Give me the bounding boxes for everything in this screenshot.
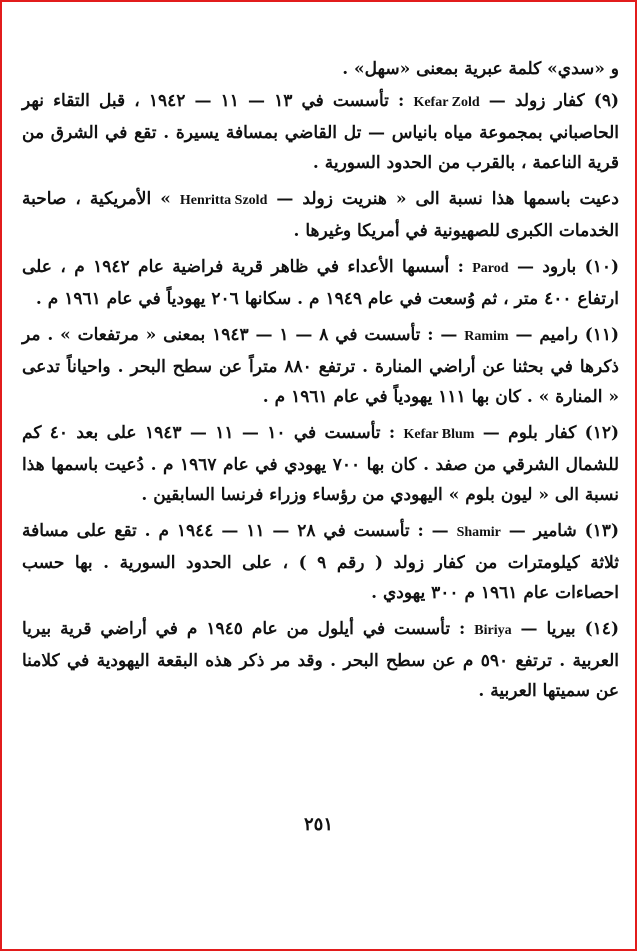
entry-name: كفار بلوم <box>508 423 577 443</box>
entry-text-before: دعيت باسمها هذا نسبة الى « هنريت زولد — <box>276 189 619 209</box>
entry-latin-name: Kefar Zold <box>413 95 480 110</box>
entry-number: (١١) <box>584 325 620 345</box>
entry-number: (١٤) <box>584 619 619 639</box>
entry-number: (١٢) <box>584 423 620 443</box>
entry-14: (١٤) بيريا — Biriya : تأسست في أيلول من عام ١٩٤٥ م في أراضي قرية بيريا العربية . ترتفع ٥٩٠ م عن سطح البحر . وقد مر ذكر هذه البقعة اليهودية في كلامنا عن سميتها العربية . <box>22 614 619 706</box>
entry-latin-name: Shamir <box>456 525 501 540</box>
entry-text: : تأسست في أيلول من عام ١٩٤٥ م في أراضي قرية بيريا العربية . ترتفع ٥٩٠ م عن سطح البحر . وقد مر ذكر هذه البقعة اليهودية في كلامنا عن سميتها العربية . <box>22 619 619 701</box>
intro-text: و «سدي» كلمة عبرية بمعنى «سهل» . <box>342 59 619 79</box>
intro-paragraph <box>22 54 619 84</box>
entry-name: كفار زولد <box>514 91 585 111</box>
entry-9-note <box>22 184 619 246</box>
entry-text: : تأسست في ٨ — ١ — ١٩٤٣ بمعنى « مرتفعات » . مر ذكرها في بحثنا عن أراضي المنارة . ترتفع ٨٨٠ متراً عن سطح البحر . واحياناً تدعى « المنارة » . كان بها ١١١ يهودياً في عام ١٩٦١ م . <box>22 325 620 407</box>
entry-text: » الأمريكية ، صاحبة الخدمات الكبرى للصهيونية في أمريكا وغيرها . <box>22 189 619 241</box>
entry-text: : أسسها الأعداء في ظاهر قرية فراضية عام ١٩٤٢ م ، على ارتفاع ٤٠٠ متر ، ثم وُسعت في عام ١٩٤٩ م . سكانها ٢٠٦ يهودياً في عام ١٩٦١ م . <box>22 257 619 309</box>
entry-text: : تأسست في ١٣ — ١١ — ١٩٤٢ ، قبل التقاء نهر الحاصباني بمجموعة مياه بانياس — تل القاضي بمسافة يسيرة . تقع في الشرق من قرية الناعمة ، بالقرب من الحدود السورية . <box>22 91 619 173</box>
entry-number: (١٣) <box>584 521 619 541</box>
entry-latin-name: Henritta Szold <box>179 193 268 208</box>
entry-latin-name: Biriya <box>474 623 512 638</box>
entry-latin-name: Ramim <box>464 329 509 344</box>
entry-9: (٩) كفار زولد — Kefar Zold : تأسست في ١٣ — ١١ — ١٩٤٢ ، قبل التقاء نهر الحاصباني بمجموعة مياه بانياس — تل القاضي بمسافة يسيرة . تقع في الشرق من قرية الناعمة ، بالقرب من الحدود السورية . <box>22 86 619 178</box>
entry-name: بارود <box>542 257 577 277</box>
entry-text: : تأسست في ١٠ — ١١ — ١٩٤٣ على بعد ٤٠ كم للشمال الشرقي من صفد . كان بها ٧٠٠ يهودي في عام ١٩٦٧ م . دُعيت باسمها هذا نسبة الى « ليون بلوم » اليهودي من رؤساء وزراء فرنسا السابقين . <box>22 423 620 505</box>
entry-name: شامير <box>533 521 577 541</box>
entry-latin-name: Parod <box>472 261 509 276</box>
entry-11: (١١) راميم — Ramim — : تأسست في ٨ — ١ — ١٩٤٣ بمعنى « مرتفعات » . مر ذكرها في بحثنا عن أراضي المنارة . ترتفع ٨٨٠ متراً عن سطح البحر . واحياناً تدعى « المنارة » . كان بها ١١١ يهودياً في عام ١٩٦١ م . <box>22 320 619 412</box>
entry-13: (١٣) شامير — Shamir — : تأسست في ٢٨ — ١١ — ١٩٤٤ م . تقع على مسافة ثلاثة كيلومترات من كفار زولد ( رقم ٩ ) ، على الحدود السورية . بها حسب احصاءات عام ١٩٦١ م ٣٠٠ يهودي . <box>22 516 619 608</box>
entry-10: (١٠) بارود — Parod : أسسها الأعداء في ظاهر قرية فراضية عام ١٩٤٢ م ، على ارتفاع ٤٠٠ متر ، ثم وُسعت في عام ١٩٤٩ م . سكانها ٢٠٦ يهودياً في عام ١٩٦١ م . <box>22 252 619 314</box>
entry-latin-name: Kefar Blum <box>403 427 475 442</box>
page-number: ٢٥١ <box>303 814 333 835</box>
entry-number: (١٠) <box>584 257 619 277</box>
entry-name: بيريا <box>546 619 576 639</box>
text-body <box>22 54 619 712</box>
entry-12: (١٢) كفار بلوم — Kefar Blum : تأسست في ١٠ — ١١ — ١٩٤٣ على بعد ٤٠ كم للشمال الشرقي من صفد . كان بها ٧٠٠ يهودي في عام ١٩٦٧ م . دُعيت باسمها هذا نسبة الى « ليون بلوم » اليهودي من رؤساء وزراء فرنسا السابقين . <box>22 418 619 510</box>
entry-text: : تأسست في ٢٨ — ١١ — ١٩٤٤ م . تقع على مسافة ثلاثة كيلومترات من كفار زولد ( رقم ٩ ) ، على الحدود السورية . بها حسب احصاءات عام ١٩٦١ م ٣٠٠ يهودي . <box>22 521 619 603</box>
entry-number: (٩) <box>593 91 620 111</box>
entry-name: راميم <box>539 325 578 345</box>
